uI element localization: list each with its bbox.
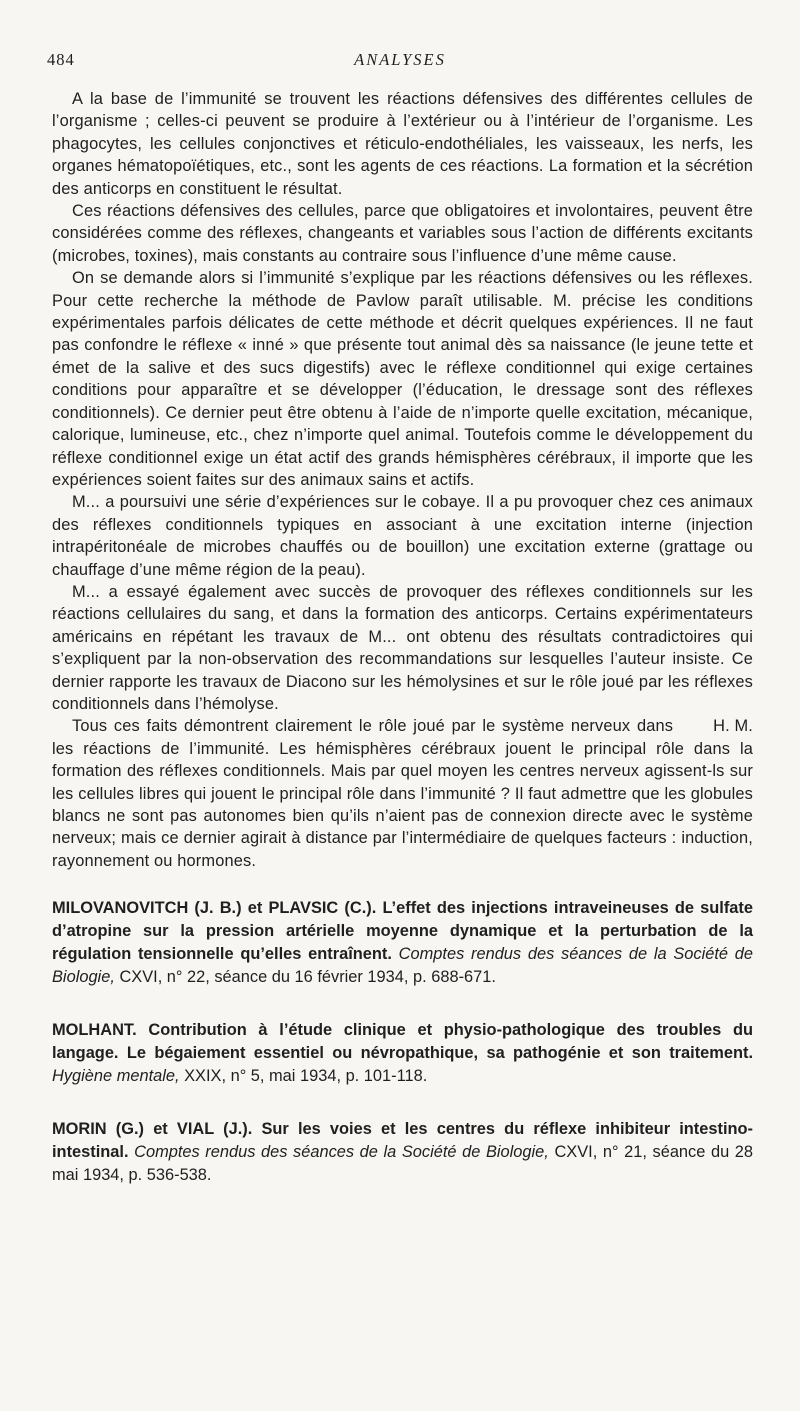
reference-details: CXVI, n° 22, séance du 16 février 1934, p. 688-671.: [119, 968, 496, 987]
bibliography-entry: [52, 1118, 753, 1187]
paragraph: On se demande alors si l’immunité s’explique par les réactions défensives ou les réflexes. Pour cette recherche la méthode de Pavlow paraît utilisable. M. précise les conditions expérimentales parfois délicates de cette méthode et décrit quelques expériences. Il ne faut pas confondre le réflexe « inné » que présente tout animal dès sa naissance (le jeune tette et émet de la salive et des sucs digestifs) avec le réflexe conditionnel qui exige certaines conditions pour apparaître et se développer (l’éducation, le dressage sont des réflexes conditionnels). Ce dernier peut être obtenu à l’aide de n’importe quelle excitation, mécanique, calorique, lumineuse, etc., chez n’importe quel animal. Toutefois comme le développement du réflexe conditionnel exige un état actif des grands hémisphères cérébraux, il importe que les expériences soient faites sur des animaux sains et actifs.: [52, 269, 753, 489]
paragraph-last: [52, 715, 753, 872]
bibliography-entry: [52, 1019, 753, 1088]
paragraph: M... a essayé également avec succès de provoquer des réflexes conditionnels sur les réactions cellulaires du sang, et dans la formation des anticorps. Certains expérimentateurs américains en répétant les travaux de M... ont obtenu des résultats contradictoires qui s’expliquent par la non-observation des recommandations sur lesquelles l’auteur insiste. Ce dernier rapporte les travaux de Diacono sur les hémolysines et sur le rôle joué par les réflexes conditionnels dans l’hémolyse.: [52, 582, 753, 713]
page-body: [52, 88, 753, 1187]
page-number: 484: [47, 50, 75, 69]
reference-details: CXVI, n° 21, séance du 28 mai 1934, p. 536-538.: [52, 1143, 754, 1185]
reference-author: MOLHANT.: [52, 1021, 137, 1040]
reference-details: XXIX, n° 5, mai 1934, p. 101-118.: [184, 1067, 428, 1086]
reference-author: MILOVANOVITCH (J. B.) et PLAVSIC (C.).: [52, 899, 377, 918]
paragraph: A la base de l’immunité se trouvent les réactions défensives des différentes cellules de l’organisme ; celles-ci peuvent se produire à l’extérieur ou à l’intérieur de l’organisme. Les phagocytes, les cellules conjonctives et réticulo-endothéliales, les vaisseaux, les nerfs, les organes hématopoïétiques, etc., sont les agents de ces réactions. La formation et la sécrétion des anticorps en constituent le résultat.: [52, 90, 753, 198]
reference-title: Sur les voies et les centres du réflexe inhibiteur intestino-intestinal.: [52, 1120, 753, 1162]
bibliography-entry: [52, 897, 753, 989]
paragraph: M... a poursuivi une série d’expériences sur le cobaye. Il a pu provoquer chez ces animaux des réflexes conditionnels typiques en associant à une excitation interne (injection intrapéritonéale de microbes chauffés ou de bouillon) une excitation externe (grattage ou chauffage d’une même région de la peau).: [52, 493, 753, 579]
reference-title: L’effet des injections intraveineuses de sulfate d’atropine sur la pression artérielle moyenne dynamique et la perturbation de la régulation tensionnelle qu’elles entraînent.: [52, 899, 753, 964]
page-header: [47, 50, 753, 74]
paragraph-last-text: Tous ces faits démontrent clairement le rôle joué par le système nerveux dans les réactions de l’immunité. Les hémisphères cérébraux jouent le principal rôle dans la formation des réflexes conditionnels. Mais par quel moyen les centres nerveux agissent-ls sur les cellules libres qui jouent le principal rôle dans l’immunité ? Il faut admettre que les globules blancs ne sont pas autonomes bien qu’ils n’aient pas de connexion directe avec le système nerveux; mais ce dernier agirait à distance par l’intermédiaire de quelques facteurs : induction, rayonnement ou hormones.: [52, 717, 753, 870]
paragraph: Ces réactions défensives des cellules, parce que obligatoires et involontaires, peuvent être considérées comme des réflexes, changeants et variables sous l’action de différents excitants (microbes, toxines), mais constants au contraire sous l’influence d’une même cause.: [52, 202, 753, 265]
reference-source: Comptes rendus des séances de la Société de Biologie,: [134, 1143, 549, 1162]
reference-source: Hygiène mentale,: [52, 1067, 180, 1086]
reference-author: MORIN (G.) et VIAL (J.).: [52, 1120, 253, 1139]
reference-source: Comptes rendus des séances de la Société de Biologie,: [52, 945, 753, 987]
running-title: ANALYSES: [354, 50, 446, 69]
author-signature: H. M.: [713, 717, 753, 736]
reference-title: Contribution à l’étude clinique et physio-pathologique des troubles du langage. Le bégaiement essentiel ou névropathique, sa pathogénie et son traitement.: [52, 1021, 753, 1063]
